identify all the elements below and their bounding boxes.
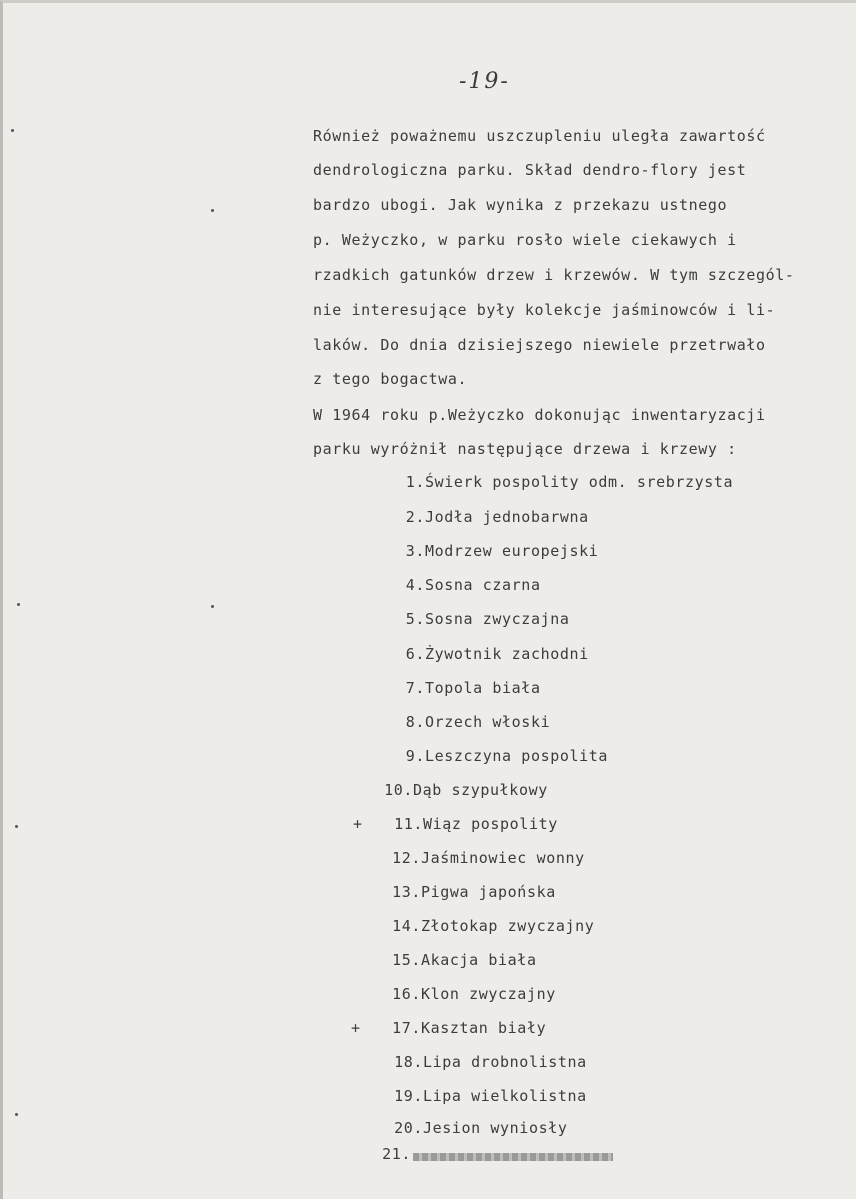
list-item-name: Jaśminowiec wonny [421,849,585,867]
margin-dot [15,825,18,828]
margin-dot [17,603,20,606]
list-item [405,713,551,731]
list-item-number: 10. [384,781,413,799]
list-item-name: Orzech włoski [425,713,551,731]
text-line: dendrologiczna parku. Skład dendro-flory jest [313,161,747,179]
text-line: laków. Do dnia dzisiejszego niewiele przetrwało [313,336,766,354]
list-item [394,1053,587,1071]
list-item-name: Lipa drobnolistna [423,1053,587,1071]
list-item-name: Akacja biała [421,951,537,969]
list-item-name: Wiąz pospolity [423,815,558,833]
list-item-mark: + [351,1019,361,1037]
list-item [405,610,570,628]
smudged-text-mark [413,1153,613,1161]
list-item-mark: + [353,815,363,833]
list-item [405,542,599,560]
list-item [405,747,608,765]
list-item-name: Jesion wyniosły [423,1119,568,1137]
list-item-name: Świerk pospolity odm. srebrzysta [425,473,734,491]
list-item [405,679,541,697]
list-item-number: 19. [394,1087,423,1105]
list-item-name: Topola biała [425,679,541,697]
list-item [392,951,537,969]
list-item-number: 2. [405,508,425,526]
list-item [405,473,734,491]
text-line: W 1964 roku p.Weżyczko dokonując inwentaryzacji [313,406,766,424]
list-item-name: Kasztan biały [421,1019,547,1037]
list-item-number: 13. [392,883,421,901]
list-item [405,508,589,526]
list-item-number: 1. [405,473,425,491]
list-item [405,576,541,594]
list-item [394,1087,587,1105]
list-item [384,781,548,799]
list-item-number: 16. [392,985,421,1003]
margin-dot [211,605,214,608]
list-item-name: Modrzew europejski [425,542,599,560]
list-item-number: 3. [405,542,425,560]
list-item [392,849,585,867]
list-item-name: Dąb szypułkowy [413,781,548,799]
text-line: Również poważnemu uszczupleniu uległa zawartość [313,127,766,145]
list-item-number: 15. [392,951,421,969]
list-item [394,1119,568,1137]
list-item-number: 21. [382,1145,411,1163]
list-item [392,917,595,935]
list-item [351,1019,547,1037]
list-item-number: 9. [405,747,425,765]
list-item [353,815,558,833]
text-line: z tego bogactwa. [313,370,468,388]
list-item [392,985,556,1003]
list-item-name: Klon zwyczajny [421,985,556,1003]
list-item-name: Sosna zwyczajna [425,610,570,628]
list-item-number: 8. [405,713,425,731]
list-item-number: 12. [392,849,421,867]
list-item [405,645,589,663]
list-item-name: Jodła jednobarwna [425,508,589,526]
margin-dot [211,209,214,212]
list-item [392,883,556,901]
text-line: bardzo ubogi. Jak wynika z przekazu ustnego [313,196,728,214]
list-item-number: 11. [394,815,423,833]
list-item-name: Pigwa japońska [421,883,556,901]
list-item-number: 7. [405,679,425,697]
list-item-name: Żywotnik zachodni [425,645,589,663]
margin-dot [15,1113,18,1116]
list-item-number: 5. [405,610,425,628]
text-line: rzadkich gatunków drzew i krzewów. W tym szczegól- [313,266,795,284]
text-line: p. Weżyczko, w parku rosło wiele ciekawych i [313,231,737,249]
list-item-number: 17. [392,1019,421,1037]
list-item-name: Lipa wielkolistna [423,1087,587,1105]
list-item-number: 18. [394,1053,423,1071]
list-item-number: 14. [392,917,421,935]
list-item-number: 4. [405,576,425,594]
list-item-number: 20. [394,1119,423,1137]
list-item-name: Sosna czarna [425,576,541,594]
margin-dot [11,129,14,132]
list-item-name: Złotokap zwyczajny [421,917,595,935]
page-number: -19- [459,69,510,94]
text-line: nie interesujące były kolekcje jaśminowców i li- [313,301,776,319]
list-item-name: Leszczyna pospolita [425,747,608,765]
text-line: parku wyróżnił następujące drzewa i krzewy : [313,440,737,458]
list-item-number: 6. [405,645,425,663]
